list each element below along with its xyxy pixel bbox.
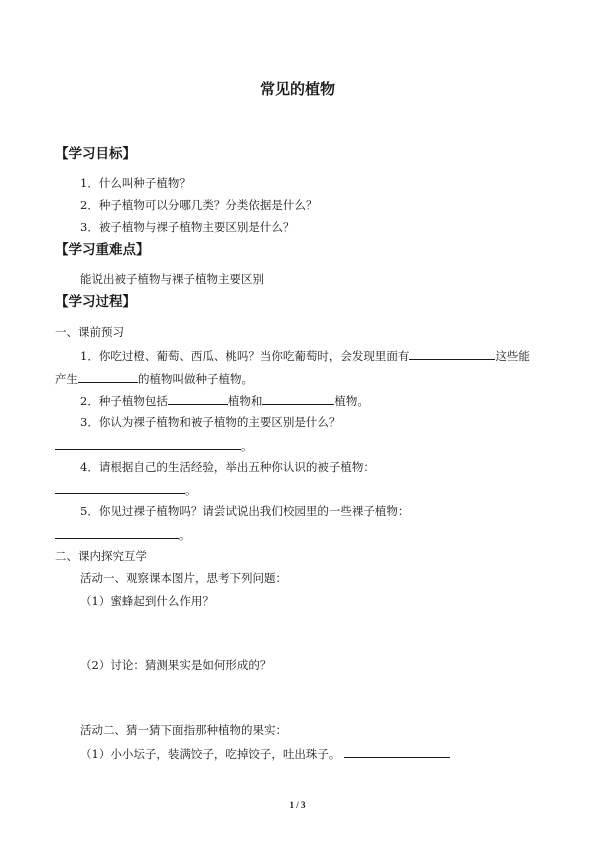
- question-4: 4．请根据自己的生活经验，举出五种你认识的被子植物：: [80, 460, 375, 474]
- question-2-text-a: 2．种子植物包括: [80, 394, 168, 408]
- answer-blank[interactable]: [55, 481, 185, 494]
- page-title: 常见的植物: [259, 80, 335, 98]
- question-1-text-c: 产生: [55, 372, 78, 386]
- question-2-text-b: 植物和: [227, 394, 263, 408]
- part-title-explore: 二、课内探究互学: [55, 549, 147, 563]
- section-heading-key: 【学习重难点】: [55, 242, 150, 258]
- goal-item: 3．被子植物与裸子植物主要区别是什么？: [80, 220, 295, 234]
- question-1-line-2: [55, 370, 253, 387]
- answer-blank[interactable]: [262, 392, 334, 405]
- question-5: 5．你见过裸子植物吗？请尝试说出我们校园里的一些裸子植物：: [80, 504, 410, 518]
- question-2-text-c: 植物。: [334, 394, 369, 408]
- question-3: 3．你认为裸子植物和被子植物的主要区别是什么？: [80, 415, 341, 429]
- activity-1-title: 活动一、观察课本图片，思考下列问题：: [80, 571, 287, 585]
- activity-2-question-1-text: （1）小小坛子，装满饺子，吃掉饺子，吐出珠子。: [80, 747, 341, 761]
- activity-2-title: 活动二、猜一猜下面指那种植物的果实：: [80, 723, 287, 737]
- question-1-line-1: [80, 347, 530, 364]
- activity-2-question-1: [80, 745, 450, 762]
- question-4-end: 。: [185, 483, 197, 497]
- question-5-answer-line: [55, 526, 191, 543]
- key-point-text: 能说出被子植物与裸子植物主要区别: [80, 272, 264, 286]
- question-1-text-a: 1．你吃过橙、葡萄、西瓜、桃吗？当你吃葡萄时，会发现里面有: [80, 349, 410, 363]
- part-title-preview: 一、课前预习: [55, 325, 124, 339]
- goal-item: 1．什么叫种子植物？: [80, 176, 191, 190]
- question-1-text-d: 的植物叫做种子植物。: [138, 372, 253, 386]
- section-heading-goals: 【学习目标】: [55, 146, 136, 162]
- answer-blank[interactable]: [168, 392, 228, 405]
- answer-blank[interactable]: [409, 347, 495, 360]
- answer-blank[interactable]: [55, 437, 241, 450]
- answer-blank[interactable]: [78, 370, 138, 383]
- question-3-end: 。: [241, 439, 253, 453]
- goal-item: 2．种子植物可以分哪几类？分类依据是什么？: [80, 198, 318, 212]
- question-3-answer-line: [55, 437, 253, 454]
- question-1-text-b: 这些能: [495, 349, 530, 363]
- activity-1-question-2: （2）讨论：猜测果实是如何形成的？: [80, 658, 272, 672]
- question-4-answer-line: [55, 481, 197, 498]
- question-5-end: 。: [179, 528, 191, 542]
- answer-blank[interactable]: [344, 745, 450, 758]
- answer-blank[interactable]: [55, 526, 179, 539]
- page-number: 1 / 3: [289, 800, 306, 810]
- question-2: [80, 392, 369, 409]
- activity-1-question-1: （1）蜜蜂起到什么作用？: [80, 594, 214, 608]
- section-heading-process: 【学习过程】: [55, 294, 136, 310]
